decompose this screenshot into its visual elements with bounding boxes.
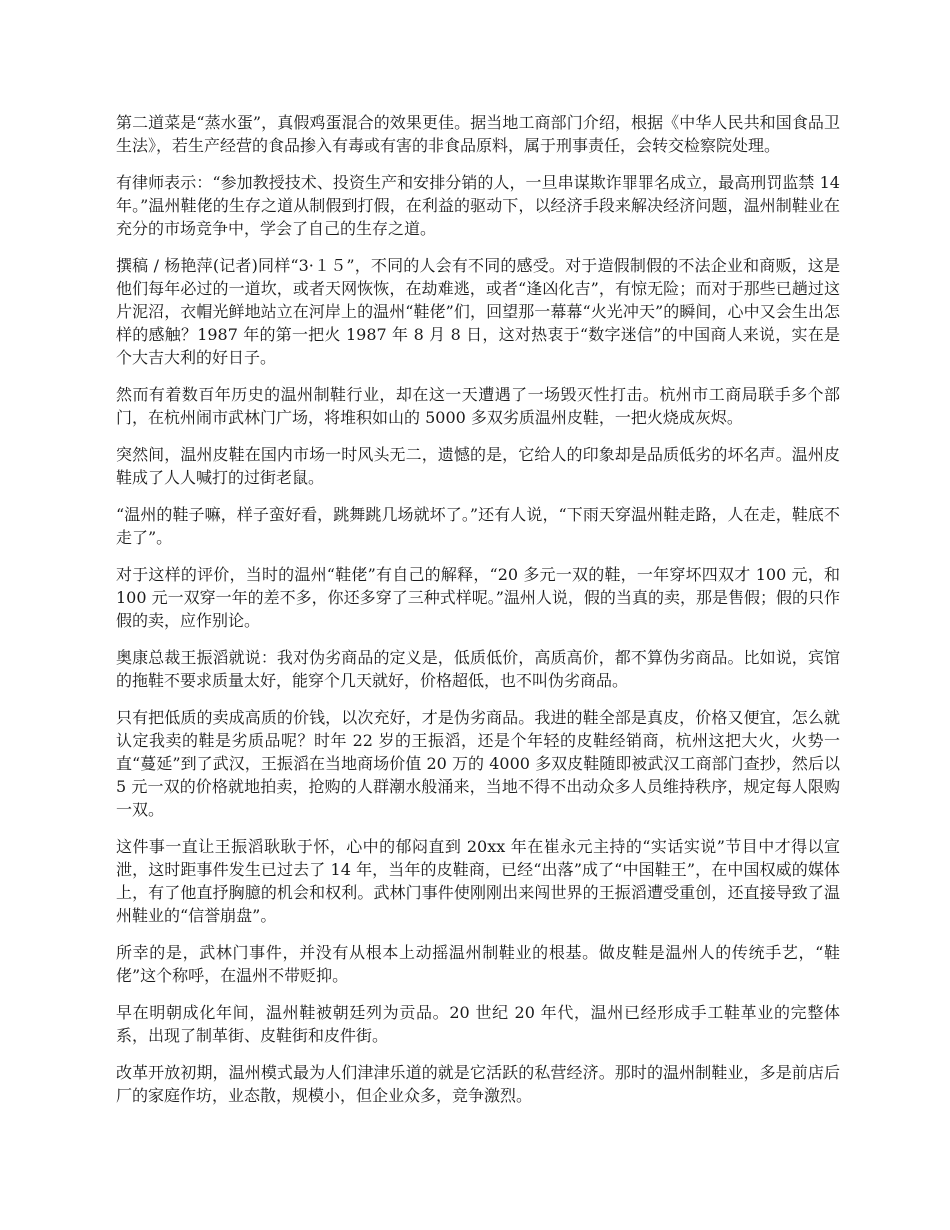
- paragraph-4: 然而有着数百年历史的温州制鞋行业，却在这一天遭遇了一场毁灭性打击。杭州市工商局联手多个部门，在杭州闹市武林门广场，将堆积如山的 5000 多双劣质温州皮鞋，一把火烧成灰烬。: [116, 385, 840, 427]
- paragraph-8: 奥康总裁王振滔就说：我对伪劣商品的定义是，低质低价，高质高价，都不算伪劣商品。比如说，宾馆的拖鞋不要求质量太好，能穿个几天就好，价格超低，也不叫伪劣商品。: [116, 648, 840, 690]
- document-body: [116, 111, 840, 1121]
- paragraph-3: 撰稿 / 杨艳萍(记者)同样“3·１５”，不同的人会有不同的感受。对于造假制假的不法企业和商贩，这是他们每年必过的一道坎，或者天网恢恢，在劫难逃，或者“逢凶化吉”，有惊无险；而对于那些已趟过这片泥沼，衣帽光鲜地站立在河岸上的温州“鞋佬”们，回望那一幕幕“火光冲天”的瞬间，心中又会生出怎样的感触？1987 年的第一把火 1987 年 8 月 8 日，这对热衷于“数字迷信”的中国商人来说，实在是个大吉大利的好日子。: [116, 256, 840, 367]
- paragraph-10: 这件事一直让王振滔耿耿于怀，心中的郁闷直到 20xx 年在崔永元主持的“实话实说”节目中才得以宣泄，这时距事件发生已过去了 14 年，当年的皮鞋商，已经“出落”成了“中国鞋王”，在中国权威的媒体上，有了他直抒胸臆的机会和权利。武林门事件使刚刚出来闯世界的王振滔遭受重创，还直接导致了温州鞋业的“信誉崩盘”。: [116, 837, 840, 925]
- paragraph-11: 所幸的是，武林门事件，并没有从根本上动摇温州制鞋业的根基。做皮鞋是温州人的传统手艺，“鞋佬”这个称呼，在温州不带贬抑。: [116, 943, 840, 985]
- paragraph-1: 第二道菜是“蒸水蛋”，真假鸡蛋混合的效果更佳。据当地工商部门介绍，根据《中华人民共和国食品卫生法》，若生产经营的食品掺入有毒或有害的非食品原料，属于刑事责任，会转交检察院处理。: [116, 113, 840, 155]
- paragraph-12: 早在明朝成化年间，温州鞋被朝廷列为贡品。20 世纪 20 年代，温州已经形成手工鞋革业的完整体系，出现了制革街、皮鞋街和皮件街。: [116, 1003, 840, 1045]
- paragraph-6: “温州的鞋子嘛，样子蛮好看，跳舞跳几场就坏了。”还有人说，“下雨天穿温州鞋走路，人在走，鞋底不走了”。: [116, 505, 840, 547]
- paragraph-9: 只有把低质的卖成高质的价钱，以次充好，才是伪劣商品。我进的鞋全部是真皮，价格又便宜，怎么就认定我卖的鞋是劣质品呢？时年 22 岁的王振滔，还是个年轻的皮鞋经销商，杭州这把大火，火势一直“蔓延”到了武汉，王振滔在当地商场价值 20 万的 4000 多双皮鞋随即被武汉工商部门查抄，然后以 5 元一双的价格就地拍卖，抢购的人群潮水般涌来，当地不得不出动众多人员维持秩序，规定每人限购一双。: [116, 708, 840, 819]
- paragraph-7: 对于这样的评价，当时的温州“鞋佬”有自己的解释，“20 多元一双的鞋，一年穿坏四双才 100 元，和 100 元一双穿一年的差不多，你还多穿了三种式样呢。”温州人说，假的当真的卖，那是售假；假的只作假的卖，应作别论。: [116, 565, 840, 630]
- paragraph-13: 改革开放初期，温州模式最为人们津津乐道的就是它活跃的私营经济。那时的温州制鞋业，多是前店后厂的家庭作坊，业态散，规模小，但企业众多，竞争激烈。: [116, 1063, 840, 1105]
- paragraph-5: 突然间，温州皮鞋在国内市场一时风头无二，遗憾的是，它给人的印象却是品质低劣的坏名声。温州皮鞋成了人人喊打的过街老鼠。: [116, 445, 840, 487]
- paragraph-2: 有律师表示：“参加教授技术、投资生产和安排分销的人，一旦串谋欺诈罪罪名成立，最高刑罚监禁 14 年。”温州鞋佬的生存之道从制假到打假，在利益的驱动下，以经济手段来解决经济问题，温州制鞋业在充分的市场竞争中，学会了自己的生存之道。: [116, 173, 840, 238]
